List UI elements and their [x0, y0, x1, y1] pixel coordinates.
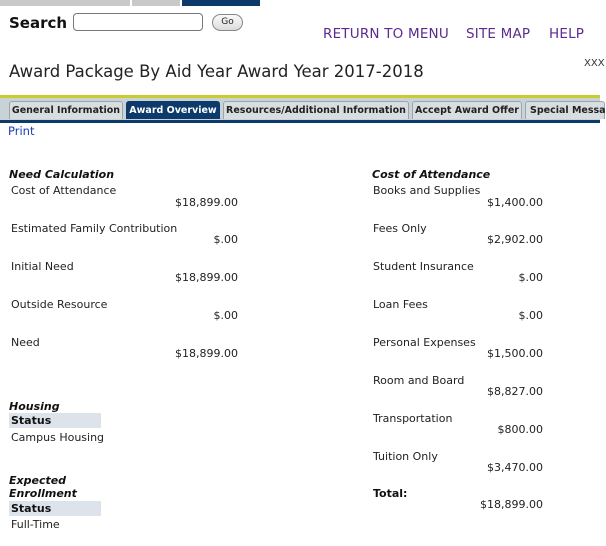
- coa-total-amount: $18,899.00: [480, 498, 543, 511]
- housing-status-value: Campus Housing: [11, 431, 105, 444]
- coa-row-label: Transportation: [373, 412, 453, 425]
- need-row-label: Initial Need: [11, 260, 74, 273]
- need-row-amount: $18,899.00: [175, 196, 238, 209]
- coa-row-amount: $.00: [518, 271, 543, 284]
- coa-row-amount: $3,470.00: [487, 461, 543, 474]
- coa-row-label: Personal Expenses: [373, 336, 476, 349]
- tab-resources-additional-information[interactable]: Resources/Additional Information: [223, 101, 409, 119]
- coa-row-amount: $1,400.00: [487, 196, 543, 209]
- coa-row-label: Room and Board: [373, 374, 465, 387]
- coa-total-label: Total:: [373, 487, 408, 500]
- need-row-amount: $.00: [213, 233, 238, 246]
- user-id: XXX: [584, 58, 605, 69]
- coa-row-amount: $800.00: [497, 423, 543, 436]
- go-button[interactable]: Go: [212, 14, 243, 31]
- site-map-link[interactable]: SITE MAP: [466, 26, 531, 42]
- enrollment-title-line2: Enrollment: [9, 487, 77, 500]
- page-title: Award Package By Aid Year Award Year 2017-2018: [9, 62, 424, 81]
- tab-special-messages[interactable]: Special Messa: [525, 101, 605, 119]
- coa-row-amount: $.00: [518, 309, 543, 322]
- print-link[interactable]: Print: [8, 124, 35, 138]
- need-row-label: Cost of Attendance: [11, 184, 117, 197]
- search-input[interactable]: [73, 13, 203, 31]
- need-row-amount: $.00: [213, 309, 238, 322]
- housing-title: Housing: [9, 400, 60, 413]
- need-row-label: Outside Resource: [11, 298, 108, 311]
- cost-of-attendance-title: Cost of Attendance: [372, 168, 491, 181]
- enrollment-status-value: Full-Time: [11, 518, 60, 531]
- tab-award-overview[interactable]: Award Overview: [126, 101, 220, 119]
- coa-row-label: Books and Supplies: [373, 184, 481, 197]
- coa-row-label: Student Insurance: [373, 260, 474, 273]
- search-label: Search: [9, 14, 68, 32]
- need-row-amount: $18,899.00: [175, 347, 238, 360]
- need-row-label: Estimated Family Contribution: [11, 222, 178, 235]
- tab-accept-award-offer[interactable]: Accept Award Offer: [412, 101, 522, 119]
- need-calculation-title: Need Calculation: [9, 168, 115, 181]
- enrollment-title-line1: Expected: [9, 474, 67, 487]
- return-to-menu-link[interactable]: RETURN TO MENU: [323, 26, 449, 42]
- coa-row-label: Fees Only: [373, 222, 427, 235]
- coa-row-amount: $2,902.00: [487, 233, 543, 246]
- need-row-label: Need: [11, 336, 40, 349]
- top-color-strip: [0, 0, 600, 6]
- tab-general-information[interactable]: General Information: [9, 101, 123, 119]
- housing-status-header: Status: [9, 413, 101, 428]
- enrollment-status-header: Status: [9, 501, 101, 516]
- coa-row-amount: $8,827.00: [487, 385, 543, 398]
- need-row-amount: $18,899.00: [175, 271, 238, 284]
- coa-row-label: Loan Fees: [373, 298, 428, 311]
- help-link[interactable]: HELP: [549, 26, 585, 42]
- coa-row-label: Tuition Only: [373, 450, 438, 463]
- tab-bar: [0, 98, 606, 123]
- coa-row-amount: $1,500.00: [487, 347, 543, 360]
